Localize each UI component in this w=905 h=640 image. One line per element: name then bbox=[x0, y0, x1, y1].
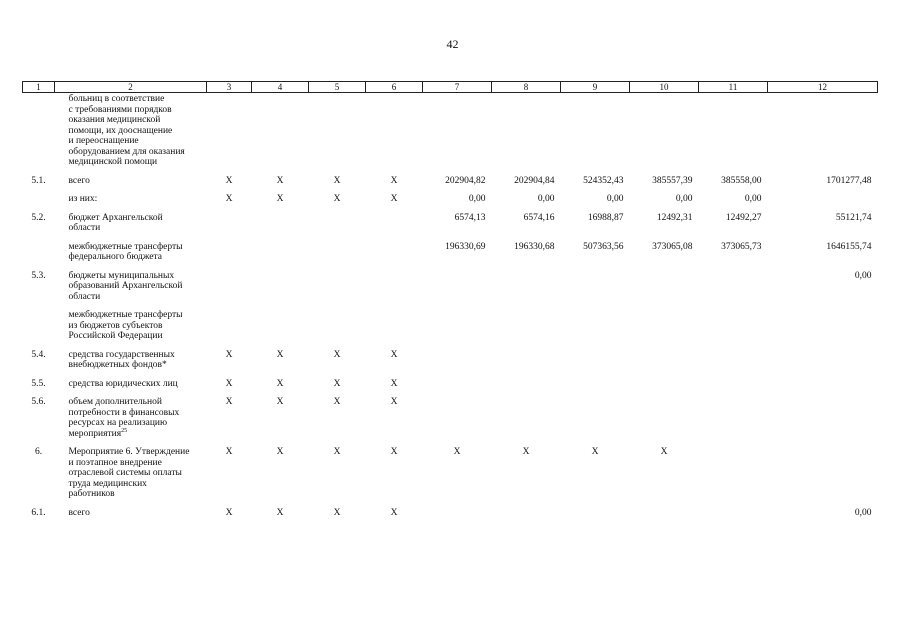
cell-c6: X bbox=[390, 194, 398, 204]
table-row bbox=[23, 208, 878, 237]
row-number: 5.5. bbox=[31, 378, 46, 389]
cell-c11 bbox=[699, 266, 768, 306]
header-cell-8: 8 bbox=[492, 82, 561, 93]
row-number bbox=[23, 93, 55, 171]
header-cell-12: 12 bbox=[768, 82, 878, 93]
cell-c6: X bbox=[390, 175, 398, 186]
header-row bbox=[23, 82, 878, 93]
header-cell-6: 6 bbox=[366, 82, 423, 93]
cell-c4 bbox=[252, 237, 309, 266]
cell-c4: X bbox=[276, 349, 284, 360]
cell-c11 bbox=[699, 305, 768, 345]
cell-c7 bbox=[423, 392, 492, 442]
cell-c12 bbox=[768, 345, 878, 374]
cell-c4: X bbox=[276, 507, 284, 518]
cell-c10 bbox=[630, 266, 699, 306]
cell-c10 bbox=[630, 503, 699, 522]
table-row bbox=[23, 392, 878, 442]
cell-c7: 196330,69 bbox=[445, 241, 486, 252]
cell-c7: 0,00 bbox=[468, 194, 486, 204]
table-header bbox=[23, 82, 878, 93]
cell-c4 bbox=[252, 208, 309, 237]
row-number bbox=[23, 189, 55, 208]
cell-c3: X bbox=[225, 349, 233, 360]
cell-c8: X bbox=[522, 447, 530, 457]
cell-c5: X bbox=[333, 378, 341, 389]
cell-c9: X bbox=[591, 447, 599, 457]
cell-c12: 0,00 bbox=[854, 270, 872, 281]
cell-c5: X bbox=[333, 397, 341, 407]
row-number: 5.4. bbox=[31, 349, 46, 360]
row-name: Мероприятие 6. Утверждение и поэтапное внедрение отраслевой системы оплаты труда медицинских работников bbox=[68, 447, 190, 499]
cell-c6 bbox=[366, 208, 423, 237]
cell-c6: X bbox=[390, 507, 398, 518]
row-name: межбюджетные трансферты из бюджетов субъектов Российской Федерации bbox=[68, 310, 183, 341]
cell-c4: X bbox=[276, 397, 284, 407]
cell-c6: X bbox=[390, 378, 398, 389]
cell-c10 bbox=[630, 392, 699, 442]
cell-c11 bbox=[699, 503, 768, 522]
cell-c10 bbox=[630, 345, 699, 374]
cell-c6: X bbox=[390, 397, 398, 407]
header-cell-10: 10 bbox=[630, 82, 699, 93]
row-name: из них: bbox=[68, 194, 98, 204]
cell-c3: X bbox=[225, 507, 233, 518]
cell-c4: X bbox=[276, 194, 284, 204]
cell-c3 bbox=[207, 93, 252, 171]
header-cell-5: 5 bbox=[309, 82, 366, 93]
cell-c8: 202904,84 bbox=[514, 175, 555, 186]
cell-c12: 0,00 bbox=[854, 507, 872, 518]
cell-c11 bbox=[699, 374, 768, 393]
cell-c9 bbox=[561, 305, 630, 345]
header-cell-2: 2 bbox=[55, 82, 207, 93]
cell-c5 bbox=[309, 93, 366, 171]
cell-c5: X bbox=[333, 194, 341, 204]
table-row bbox=[23, 266, 878, 306]
cell-c8 bbox=[492, 392, 561, 442]
row-name: объем дополнительной потребности в финансовых ресурсах на реализацию мероприятия$^{25}$ bbox=[68, 397, 180, 439]
cell-c9 bbox=[561, 266, 630, 306]
cell-c7: 6574,13 bbox=[454, 212, 486, 223]
cell-c11 bbox=[699, 392, 768, 442]
table-row bbox=[23, 374, 878, 393]
row-name: больниц в соответствие с требованиями порядков оказания медицинской помощи, их дооснащение и переоснащение оборудованием для оказания медицинской помощи bbox=[68, 94, 185, 167]
cell-c12 bbox=[768, 93, 878, 171]
cell-c7 bbox=[423, 305, 492, 345]
cell-c8 bbox=[492, 266, 561, 306]
cell-c7 bbox=[423, 266, 492, 306]
cell-c9 bbox=[561, 503, 630, 522]
cell-c10: X bbox=[660, 447, 668, 457]
cell-c3 bbox=[207, 305, 252, 345]
row-number: 6. bbox=[34, 447, 43, 457]
cell-c7: 202904,82 bbox=[445, 175, 486, 186]
cell-c8 bbox=[492, 374, 561, 393]
table-row bbox=[23, 442, 878, 503]
row-name: всего bbox=[68, 507, 90, 518]
cell-c6 bbox=[366, 266, 423, 306]
cell-c9: 507363,56 bbox=[583, 241, 624, 252]
cell-c8: 196330,68 bbox=[514, 241, 555, 252]
row-name: бюджеты муниципальных образований Архангельской области bbox=[68, 270, 183, 302]
row-number: 6.1. bbox=[31, 507, 46, 518]
cell-c5: X bbox=[333, 349, 341, 360]
header-cell-3: 3 bbox=[207, 82, 252, 93]
cell-c7: X bbox=[453, 447, 461, 457]
cell-c8 bbox=[492, 305, 561, 345]
cell-c10: 373065,08 bbox=[652, 241, 693, 252]
cell-c6 bbox=[366, 93, 423, 171]
table-row bbox=[23, 345, 878, 374]
cell-c4 bbox=[252, 305, 309, 345]
cell-c9: 0,00 bbox=[606, 194, 624, 204]
cell-c12: 1701277,48 bbox=[826, 175, 872, 186]
cell-c4 bbox=[252, 266, 309, 306]
cell-c11: 12492,27 bbox=[725, 212, 762, 223]
budget-table bbox=[22, 81, 878, 521]
cell-c8 bbox=[492, 93, 561, 171]
cell-c3 bbox=[207, 266, 252, 306]
row-name: средства государственных внебюджетных фондов* bbox=[68, 349, 175, 370]
cell-c5: X bbox=[333, 507, 341, 518]
cell-c11: 0,00 bbox=[744, 194, 762, 204]
cell-c10: 0,00 bbox=[675, 194, 693, 204]
header-cell-4: 4 bbox=[252, 82, 309, 93]
header-cell-7: 7 bbox=[423, 82, 492, 93]
cell-c7 bbox=[423, 374, 492, 393]
table-row bbox=[23, 237, 878, 266]
page-number: 42 bbox=[446, 37, 459, 51]
cell-c8 bbox=[492, 345, 561, 374]
cell-c5 bbox=[309, 237, 366, 266]
row-number: 5.2. bbox=[31, 212, 46, 223]
row-number: 5.6. bbox=[31, 397, 46, 407]
table-row bbox=[23, 305, 878, 345]
cell-c12: 55121,74 bbox=[835, 212, 872, 223]
row-name: средства юридических лиц bbox=[68, 378, 178, 389]
cell-c11 bbox=[699, 442, 768, 503]
cell-c6 bbox=[366, 237, 423, 266]
row-number bbox=[23, 237, 55, 266]
cell-c10: 385557,39 bbox=[652, 175, 693, 186]
cell-c6: X bbox=[390, 349, 398, 360]
cell-c3 bbox=[207, 237, 252, 266]
cell-c9: 16988,87 bbox=[587, 212, 624, 223]
cell-c9: 524352,43 bbox=[583, 175, 624, 186]
cell-c12 bbox=[768, 189, 878, 208]
row-name: всего bbox=[68, 175, 90, 186]
table-row bbox=[23, 93, 878, 171]
cell-c10 bbox=[630, 305, 699, 345]
cell-c3: X bbox=[225, 378, 233, 389]
cell-c9 bbox=[561, 345, 630, 374]
cell-c3: X bbox=[225, 175, 233, 186]
cell-c7 bbox=[423, 503, 492, 522]
row-name: бюджет Архангельской области bbox=[68, 212, 163, 233]
row-name: межбюджетные трансферты федерального бюджета bbox=[68, 241, 183, 262]
header-cell-9: 9 bbox=[561, 82, 630, 93]
table-row bbox=[23, 171, 878, 190]
header-cell-11: 11 bbox=[699, 82, 768, 93]
row-number bbox=[23, 305, 55, 345]
cell-c6 bbox=[366, 305, 423, 345]
cell-c10 bbox=[630, 93, 699, 171]
cell-c3 bbox=[207, 208, 252, 237]
cell-c6: X bbox=[390, 447, 398, 457]
cell-c3: X bbox=[225, 194, 233, 204]
cell-c8 bbox=[492, 503, 561, 522]
table-body bbox=[23, 93, 878, 522]
cell-c9 bbox=[561, 392, 630, 442]
cell-c5 bbox=[309, 266, 366, 306]
cell-c7 bbox=[423, 93, 492, 171]
row-number: 5.1. bbox=[31, 175, 46, 186]
cell-c11 bbox=[699, 345, 768, 374]
cell-c11: 373065,73 bbox=[721, 241, 762, 252]
cell-c5 bbox=[309, 208, 366, 237]
cell-c4: X bbox=[276, 447, 284, 457]
table-row bbox=[23, 189, 878, 208]
cell-c8: 6574,16 bbox=[523, 212, 555, 223]
cell-c11: 385558,00 bbox=[721, 175, 762, 186]
cell-c5 bbox=[309, 305, 366, 345]
cell-c12 bbox=[768, 392, 878, 442]
footnote-ref: 25 bbox=[121, 427, 128, 434]
cell-c7 bbox=[423, 345, 492, 374]
cell-c3: X bbox=[225, 397, 233, 407]
cell-c9 bbox=[561, 93, 630, 171]
cell-c3: X bbox=[225, 447, 233, 457]
table-row bbox=[23, 503, 878, 522]
cell-c10 bbox=[630, 374, 699, 393]
cell-c8: 0,00 bbox=[537, 194, 555, 204]
cell-c10: 12492,31 bbox=[656, 212, 693, 223]
cell-c12 bbox=[768, 442, 878, 503]
cell-c9 bbox=[561, 374, 630, 393]
cell-c4: X bbox=[276, 175, 284, 186]
row-number: 5.3. bbox=[31, 270, 46, 281]
cell-c5: X bbox=[333, 175, 341, 186]
cell-c4 bbox=[252, 93, 309, 171]
cell-c12: 1646155,74 bbox=[826, 241, 872, 252]
cell-c11 bbox=[699, 93, 768, 171]
header-cell-1: 1 bbox=[23, 82, 55, 93]
cell-c4: X bbox=[276, 378, 284, 389]
cell-c5: X bbox=[333, 447, 341, 457]
cell-c12 bbox=[768, 374, 878, 393]
cell-c12 bbox=[768, 305, 878, 345]
